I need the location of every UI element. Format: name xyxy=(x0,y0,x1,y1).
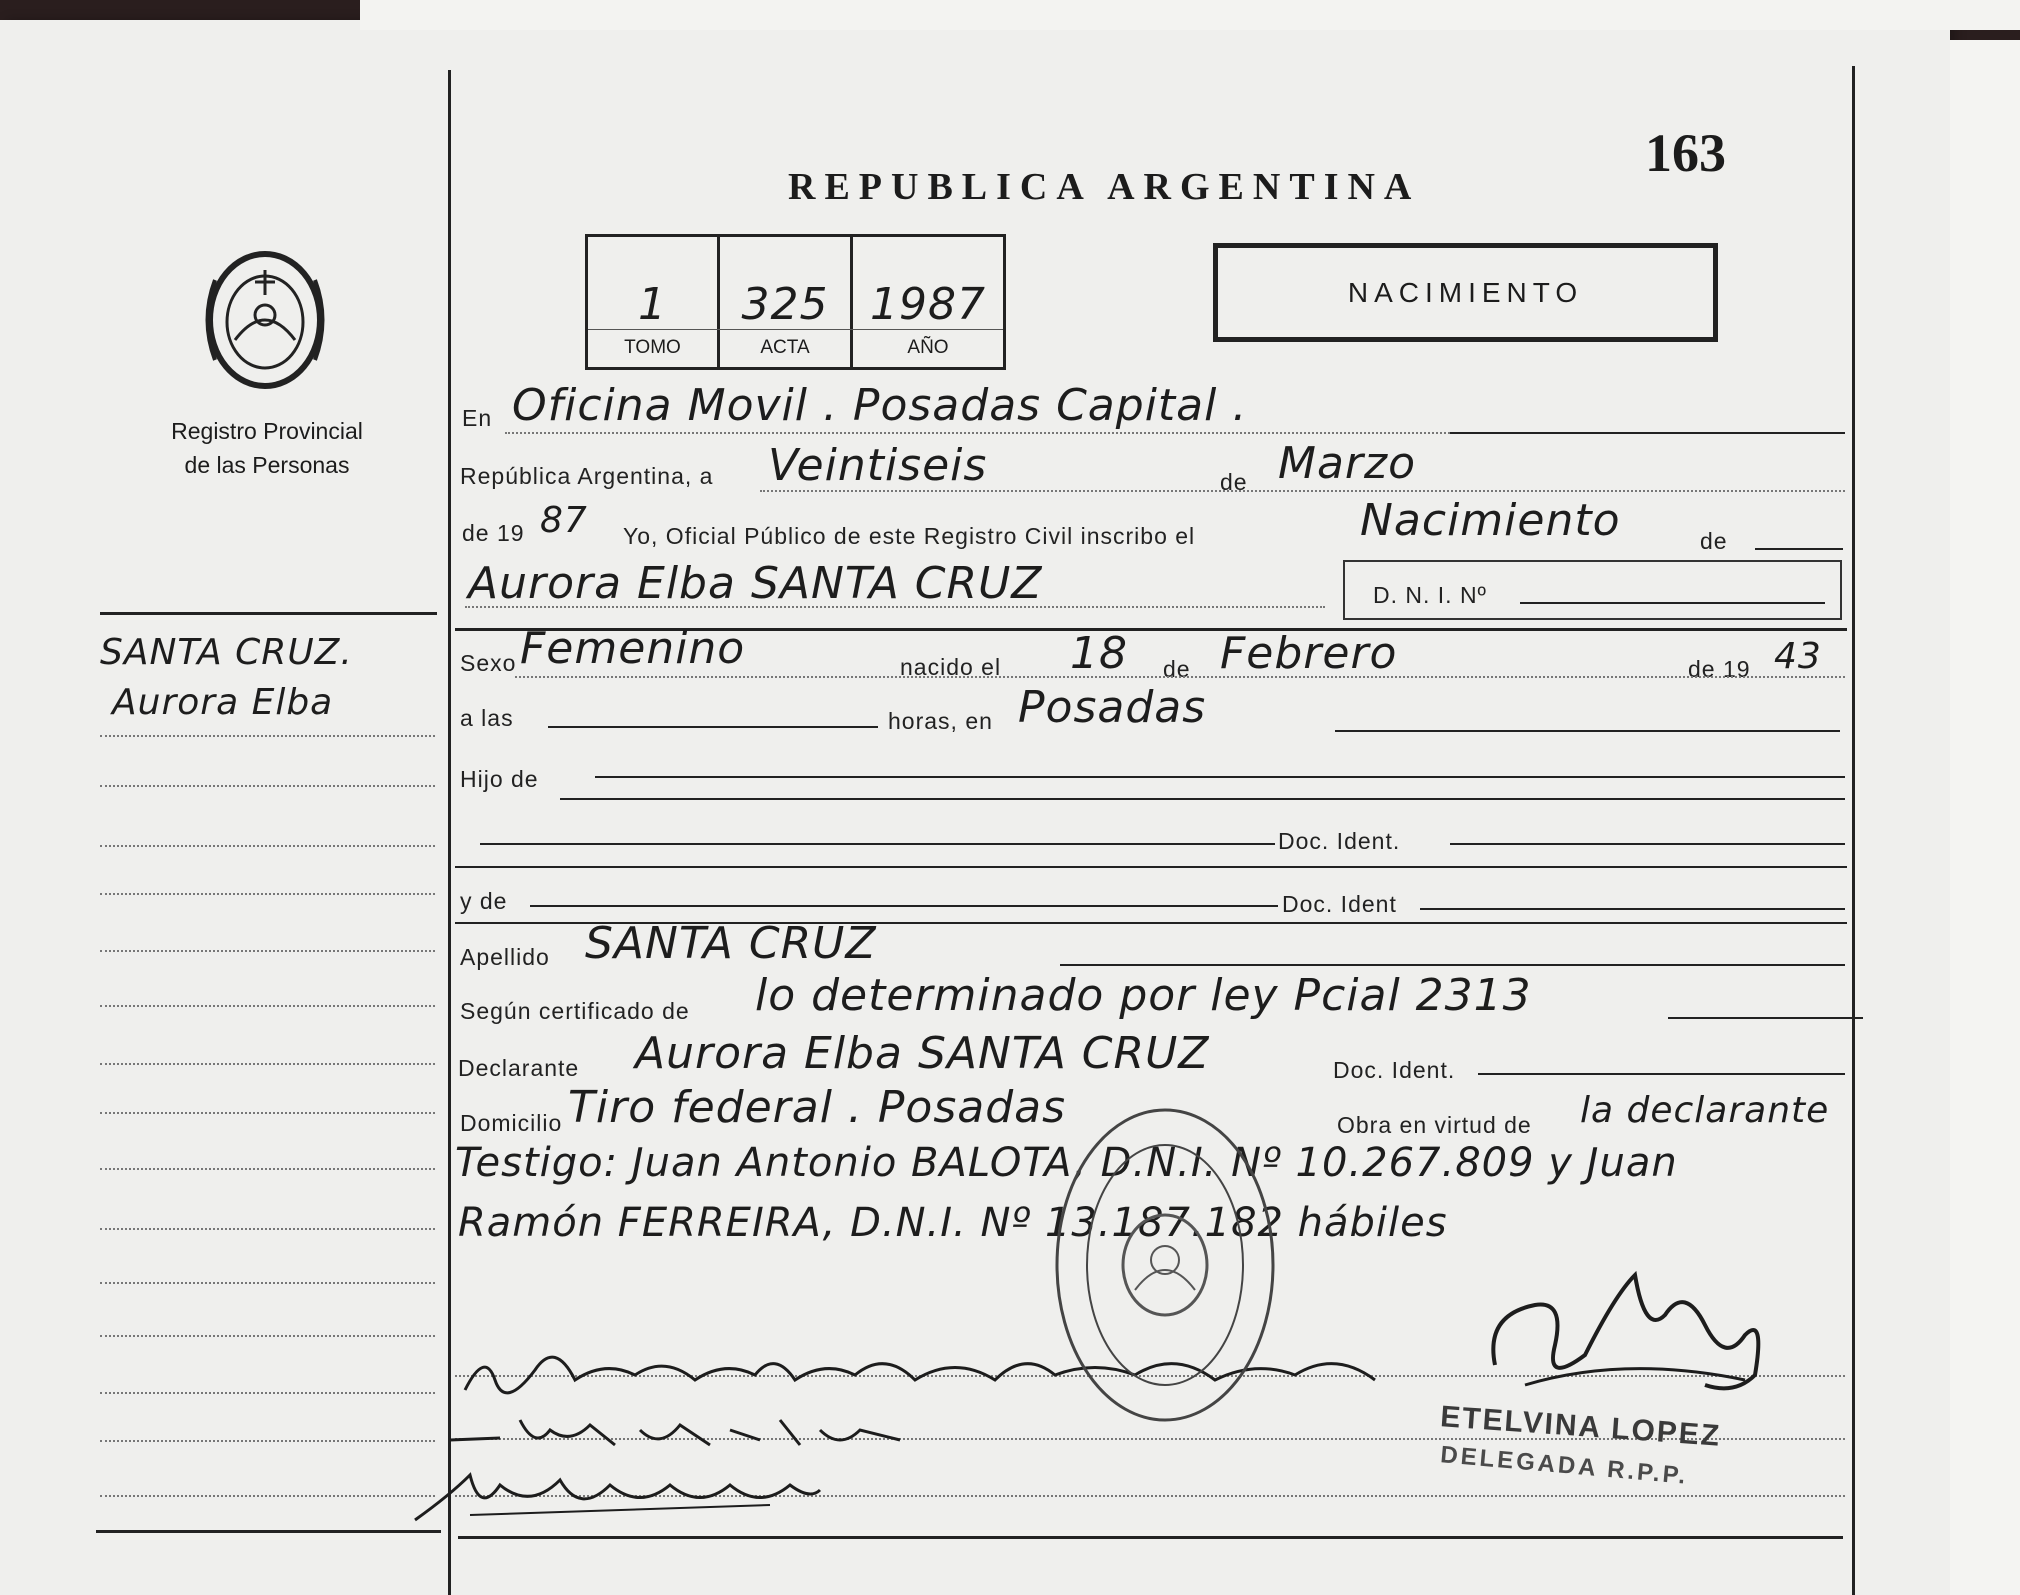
en-label: En xyxy=(462,405,493,431)
margin-line xyxy=(100,1063,435,1065)
act-type-box: NACIMIENTO xyxy=(1213,243,1718,342)
dni-label: D. N. I. Nº xyxy=(1373,582,1487,608)
apellido-line xyxy=(1060,964,1845,966)
anio-label: AÑO xyxy=(907,337,949,358)
domicilio-label: Domicilio xyxy=(460,1110,563,1136)
next-page-edge xyxy=(1950,40,2020,1595)
date-line xyxy=(760,490,1845,492)
margin-line xyxy=(100,1112,435,1114)
segun-line xyxy=(1668,1017,1863,1019)
margin-line xyxy=(100,1005,435,1007)
horas-label: horas, en xyxy=(888,708,993,734)
doc-ident-label-2: Doc. Ident xyxy=(1282,891,1397,917)
obra-label: Obra en virtud de xyxy=(1337,1112,1532,1138)
record-number-box xyxy=(585,234,1006,370)
name-line xyxy=(465,606,1325,608)
full-name-value: Aurora Elba SANTA CRUZ xyxy=(468,558,1043,609)
year-prefix: de 19 xyxy=(462,520,525,546)
de3-label: de xyxy=(1163,656,1191,682)
dni-box xyxy=(1343,560,1842,620)
sexo-value: Femenino xyxy=(520,623,746,674)
hour-line xyxy=(548,726,878,728)
official-signature xyxy=(1475,1255,1775,1420)
margin-line xyxy=(100,1335,435,1337)
margin-line xyxy=(100,1228,435,1230)
a-las-label: a las xyxy=(460,705,514,731)
inscribo-line xyxy=(1755,548,1843,550)
birth-day-value: 18 xyxy=(1070,628,1128,679)
official-title: DELEGADA R.P.P. xyxy=(1439,1441,1690,1490)
margin-line xyxy=(100,1495,435,1497)
inscribo-value: Nacimiento xyxy=(1360,495,1621,546)
provincial-seal xyxy=(195,240,335,400)
acta-label: ACTA xyxy=(760,337,810,358)
segun-label: Según certificado de xyxy=(460,998,690,1024)
doc3-line xyxy=(1478,1073,1845,1075)
birthplace-value: Posadas xyxy=(1018,682,1207,733)
acta-value: 325 xyxy=(741,279,829,330)
margin-line xyxy=(100,735,435,737)
doc-ident-label-1: Doc. Ident. xyxy=(1278,828,1401,854)
birth-month-value: Febrero xyxy=(1220,628,1398,679)
year-value: 87 xyxy=(540,500,588,541)
anio-value: 1987 xyxy=(870,279,986,330)
hijo-line-1 xyxy=(595,776,1845,778)
registry-stamp xyxy=(1050,1100,1280,1430)
parent-divider xyxy=(455,866,1847,868)
margin-line xyxy=(100,785,435,787)
margin-line xyxy=(100,1392,435,1394)
declarante-label: Declarante xyxy=(458,1055,580,1081)
apellido-label: Apellido xyxy=(460,944,550,970)
margin-surname: SANTA CRUZ. xyxy=(100,632,353,673)
margin-divider xyxy=(100,612,437,615)
doc2-line xyxy=(1420,908,1845,910)
nacido-label: nacido el xyxy=(900,654,1002,680)
de2-label: de xyxy=(1700,528,1728,554)
domicilio-value: Tiro federal . Posadas xyxy=(568,1082,1067,1133)
witness-signature-2 xyxy=(410,1455,830,1535)
margin-bottom-line xyxy=(96,1530,441,1533)
birthplace-line xyxy=(1335,730,1840,732)
day-value: Veintiseis xyxy=(768,440,988,491)
apellido-value: SANTA CRUZ xyxy=(585,918,877,969)
sexo-label: Sexo xyxy=(460,650,517,676)
form-bottom-line xyxy=(458,1536,1843,1539)
margin-given-names: Aurora Elba xyxy=(112,682,334,723)
de-label: de xyxy=(1220,469,1248,495)
yo-text: Yo, Oficial Público de este Registro Civil inscribo el xyxy=(623,523,1196,549)
hijo-label: Hijo de xyxy=(460,766,539,792)
right-frame-line xyxy=(1852,66,1855,1595)
registry-line2: de las Personas xyxy=(184,452,350,478)
tomo-label: TOMO xyxy=(624,337,681,358)
doc1-line xyxy=(1450,843,1845,845)
parent1-line xyxy=(480,843,1275,845)
top-paper-strip xyxy=(360,0,2020,30)
sexo-line xyxy=(515,676,1845,678)
month-value: Marzo xyxy=(1278,438,1417,489)
hijo-line-2 xyxy=(560,798,1845,800)
y-de-label: y de xyxy=(460,888,508,914)
republica-label: República Argentina, a xyxy=(460,463,714,489)
margin-line xyxy=(100,893,435,895)
en-line-solid xyxy=(1450,432,1845,434)
left-frame-line xyxy=(448,70,451,1595)
margin-line xyxy=(100,1168,435,1170)
obra-value: la declarante xyxy=(1580,1090,1830,1131)
official-name: ETELVINA LOPEZ xyxy=(1439,1400,1723,1453)
birth-year-value: 43 xyxy=(1774,636,1822,677)
doc-ident-label-3: Doc. Ident. xyxy=(1333,1057,1456,1083)
country-title: REPUBLICA ARGENTINA xyxy=(788,166,1421,208)
margin-line xyxy=(100,845,435,847)
office-value: Oficina Movil . Posadas Capital . xyxy=(512,380,1248,431)
registry-line1: Registro Provincial xyxy=(171,418,363,444)
registry-name xyxy=(142,414,392,482)
margin-line xyxy=(100,1282,435,1284)
margin-line xyxy=(100,1440,435,1442)
segun-value: lo determinado por ley Pcial 2313 xyxy=(755,970,1532,1021)
dni-line xyxy=(1520,602,1825,604)
declarante-value: Aurora Elba SANTA CRUZ xyxy=(635,1028,1210,1079)
de19-label: de 19 xyxy=(1688,656,1751,682)
witnesses-line-1: Testigo: Juan Antonio BALOTA, D.N.I. Nº 10.267.809 y Juan xyxy=(455,1140,1678,1186)
witnesses-line-2: Ramón FERREIRA, D.N.I. Nº 13.187.182 hábiles xyxy=(458,1200,1448,1246)
page-number: 163 xyxy=(1645,123,1726,183)
margin-line xyxy=(100,950,435,952)
parent2-line xyxy=(530,905,1278,907)
tomo-value: 1 xyxy=(638,279,667,330)
